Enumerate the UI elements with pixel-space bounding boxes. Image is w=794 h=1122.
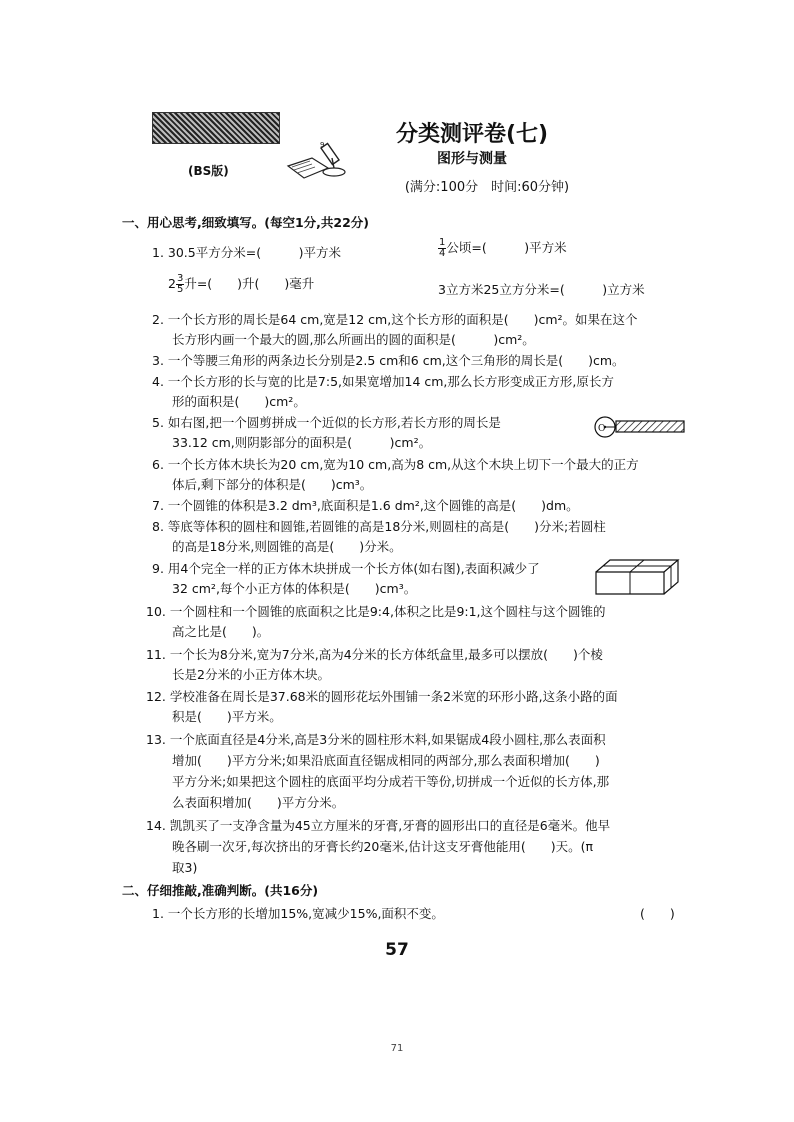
edition-label: (BS版) xyxy=(188,164,229,178)
section-1-heading: 一、用心思考,细致填写。(每空1分,共22分) xyxy=(122,215,370,230)
footer-number: 71 xyxy=(390,1043,404,1054)
question-3: 3. 一个等腰三角形的两条边长分别是2.5 cm和6 cm,这个三角形的周长是( )cm。 xyxy=(152,353,625,368)
question-9-line-1: 9. 用4个完全一样的正方体木块拼成一个长方体(如右图),表面积减少了 xyxy=(152,561,540,576)
question-1c: 2 $\frac{3}{5}$ 升=( )升( )毫升 xyxy=(168,273,315,295)
question-5-line-2: 33.12 cm,则阴影部分的面积是( )cm²。 xyxy=(172,435,432,450)
question-4-line-2: 形的面积是( )cm²。 xyxy=(172,394,306,409)
svg-text:O: O xyxy=(598,424,606,434)
question-1b: $\frac{1}{4}$ 公顷=( )平方米 xyxy=(439,237,567,259)
circle-rectangle-figure xyxy=(592,414,688,440)
question-2-line-2: 长方形内画一个最大的圆,那么所画出的圆的面积是( )cm²。 xyxy=(172,332,535,347)
question-14-line-2: 晚各刷一次牙,每次挤出的牙膏长约20毫米,估计这支牙膏他能用( )天。(π xyxy=(172,839,594,854)
judgement-answer-blank: ( ) xyxy=(640,906,675,921)
score-time-info: (满分:100分 时间:60分钟) xyxy=(404,180,570,195)
section-2-heading: 二、仔细推敲,准确判断。(共16分) xyxy=(122,883,319,898)
question-10-line-2: 高之比是( )。 xyxy=(172,624,270,639)
question-8-line-1: 8. 等底等体积的圆柱和圆锥,若圆锥的高是18分米,则圆柱的高是( )分米;若圆柱 xyxy=(152,519,606,534)
question-11-line-2: 长是2分米的小正方体木块。 xyxy=(172,667,330,682)
fraction-one-quarter: $\frac{1}{4}$ xyxy=(439,237,446,259)
page-number: 57 xyxy=(385,940,409,960)
question-13-line-3: 平方分米;如果把这个圆柱的底面平均分成若干等份,切拼成一个近似的长方体,那 xyxy=(172,774,610,789)
judgement-question-1: 1. 一个长方形的长增加15%,宽减少15%,面积不变。 xyxy=(152,906,444,921)
question-12-line-2: 积是( )平方米。 xyxy=(172,709,282,724)
question-11-line-1: 11. 一个长为8分米,宽为7分米,高为4分米的长方体纸盒里,最多可以摆放( )个棱 xyxy=(146,647,603,662)
question-14-line-1: 14. 凯凯买了一支净含量为45立方厘米的牙膏,牙膏的圆形出口的直径是6毫米。他早 xyxy=(146,818,611,833)
question-2-line-1: 2. 一个长方形的周长是64 cm,宽是12 cm,这个长方形的面积是( )cm²。如果在这个 xyxy=(152,312,638,327)
question-6-line-1: 6. 一个长方体木块长为20 cm,宽为10 cm,高为8 cm,从这个木块上切下一个最大的正方 xyxy=(152,457,639,472)
page-subtitle: 图形与测量 xyxy=(437,151,507,167)
question-6-line-2: 体后,剩下部分的体积是( )cm³。 xyxy=(172,477,373,492)
question-10-line-1: 10. 一个圆柱和一个圆锥的底面积之比是9:4,体积之比是9:1,这个圆柱与这个圆锥的 xyxy=(146,604,606,619)
question-5-line-1: 5. 如右图,把一个圆剪拼成一个近似的长方形,若长方形的周长是 xyxy=(152,415,501,430)
question-8-line-2: 的高是18分米,则圆锥的高是( )分米。 xyxy=(172,539,402,554)
fraction-three-fifths: $\frac{3}{5}$ xyxy=(176,273,184,295)
page-title: 分类测评卷(七) xyxy=(395,122,549,147)
cube-stack-figure xyxy=(592,554,684,598)
question-9-line-2: 32 cm²,每个小正方体的体积是( )cm³。 xyxy=(172,581,417,596)
question-14-line-3: 取3) xyxy=(172,860,198,875)
question-12-line-1: 12. 学校准备在周长是37.68米的圆形花坛外围铺一条2米宽的环形小路,这条小路的面 xyxy=(146,689,618,704)
question-1d: 3立方米25立方分米=( )立方米 xyxy=(438,282,645,297)
svg-text:9: 9 xyxy=(320,141,325,149)
question-7: 7. 一个圆锥的体积是3.2 dm³,底面积是1.6 dm²,这个圆锥的高是( )dm。 xyxy=(152,498,579,513)
question-1a: 1. 30.5平方分米=( )平方米 xyxy=(152,245,341,260)
question-4-line-1: 4. 一个长方形的长与宽的比是7:5,如果宽增加14 cm,那么长方形变成正方形,原长方 xyxy=(152,374,614,389)
question-13-line-2: 增加( )平方分米;如果沿底面直径锯成相同的两部分,那么表面积增加( ) xyxy=(172,753,600,768)
question-13-line-4: 么表面积增加( )平方分米。 xyxy=(172,795,345,810)
question-13-line-1: 13. 一个底面直径是4分米,高是3分米的圆柱形木料,如果锯成4段小圆柱,那么表面积 xyxy=(146,732,606,747)
